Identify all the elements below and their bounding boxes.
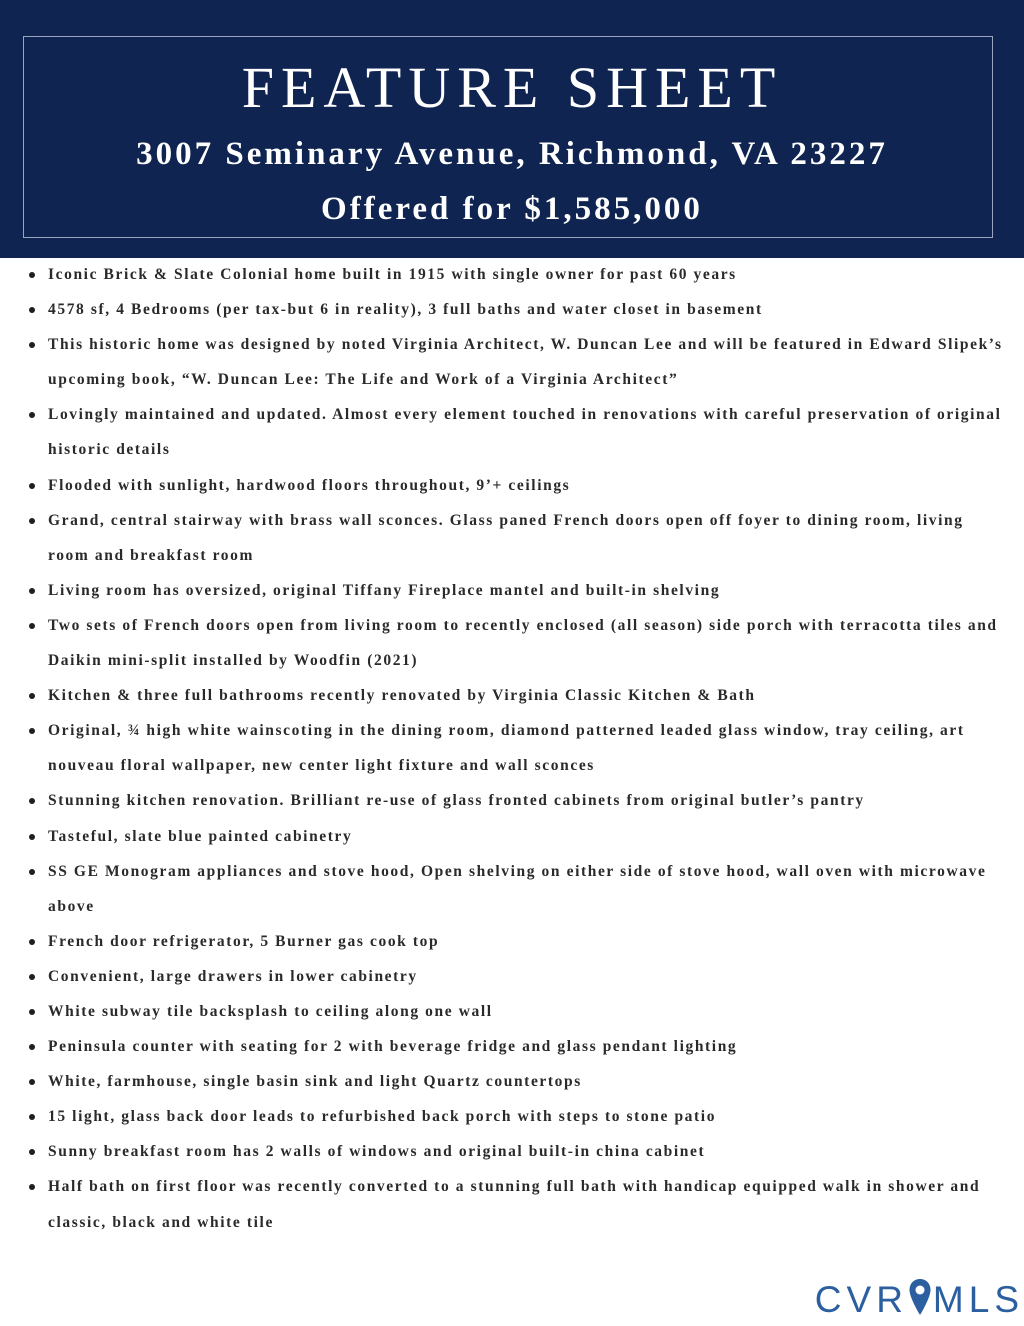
feature-item (0, 1099, 1024, 1134)
bullet-icon (29, 798, 35, 804)
feature-text: French door refrigerator, 5 Burner gas cook top (48, 932, 440, 950)
feature-item (0, 1064, 1024, 1099)
bullet-icon (29, 693, 35, 699)
feature-text: White subway tile backsplash to ceiling along one wall (48, 1002, 493, 1020)
property-address: 3007 Seminary Avenue, Richmond, VA 23227 (136, 136, 888, 172)
feature-item (0, 1029, 1024, 1064)
feature-item (0, 257, 1024, 292)
bullet-icon (29, 483, 35, 489)
feature-text: Original, ¾ high white wainscoting in the dining room, diamond patterned leaded glass window, tray ceiling, art nouveau floral wallpaper, new center light fixture and wall sconces (48, 722, 965, 775)
feature-text: Two sets of French doors open from living room to recently enclosed (all season) side porch with terracotta tiles and Daikin mini-split installed by Woodfin (2021) (48, 616, 998, 670)
feature-item (0, 854, 1024, 924)
feature-item (0, 994, 1024, 1029)
feature-text: Half bath on first floor was recently converted to a stunning full bath with handicap equipped walk in shower and classic, black and white tile (48, 1178, 981, 1231)
feature-item (0, 1134, 1024, 1169)
feature-item (0, 678, 1024, 713)
feature-item (0, 397, 1024, 467)
feature-item (0, 1169, 1024, 1239)
feature-text: White, farmhouse, single basin sink and light Quartz countertops (48, 1073, 582, 1091)
header-banner (0, 0, 1024, 258)
bullet-icon (29, 939, 35, 945)
feature-text: Convenient, large drawers in lower cabinetry (48, 967, 418, 985)
bullet-icon (29, 518, 35, 524)
bullet-icon (29, 1114, 35, 1120)
feature-text: Stunning kitchen renovation. Brilliant re-use of glass fronted cabinets from original butler’s pantry (48, 792, 865, 810)
feature-item (0, 819, 1024, 854)
bullet-icon (29, 1009, 35, 1015)
bullet-icon (29, 1079, 35, 1085)
bullet-icon (29, 869, 35, 875)
feature-list (0, 257, 1024, 1240)
feature-text: 15 light, glass back door leads to refurbished back porch with steps to stone patio (48, 1108, 717, 1126)
feature-text: Tasteful, slate blue painted cabinetry (48, 827, 353, 845)
feature-text: SS GE Monogram appliances and stove hood, Open shelving on either side of stove hood, wall oven with microwave above (48, 862, 987, 915)
bullet-icon (29, 1149, 35, 1155)
bullet-icon (29, 588, 35, 594)
feature-item (0, 327, 1024, 397)
feature-text: Flooded with sunlight, hardwood floors throughout, 9’+ ceilings (48, 476, 571, 494)
offer-price: Offered for $1,585,000 (321, 191, 703, 227)
bullet-icon (29, 728, 35, 734)
bullet-icon (29, 974, 35, 980)
feature-item (0, 292, 1024, 327)
feature-item (0, 608, 1024, 678)
bullet-icon (29, 1044, 35, 1050)
feature-text: Peninsula counter with seating for 2 with beverage fridge and glass pendant lighting (48, 1038, 738, 1056)
bullet-icon (29, 623, 35, 629)
feature-text: Iconic Brick & Slate Colonial home built in 1915 with single owner for past 60 years (48, 266, 737, 283)
map-pin-icon (908, 1278, 932, 1326)
feature-item (0, 713, 1024, 783)
feature-item (0, 468, 1024, 503)
feature-text: Kitchen & three full bathrooms recently renovated by Virginia Classic Kitchen & Bath (48, 687, 756, 705)
bullet-icon (29, 307, 35, 313)
feature-text: Sunny breakfast room has 2 walls of windows and original built-in china cabinet (48, 1143, 706, 1161)
feature-item (0, 573, 1024, 608)
feature-text: Grand, central stairway with brass wall sconces. Glass paned French doors open off foyer to dining room, living room and breakfast room (48, 511, 964, 564)
feature-text: This historic home was designed by noted Virginia Architect, W. Duncan Lee and will be featured in Edward Slipek’s upcoming book, “W. Duncan Lee: The Life and Work of a Virginia Architect” (48, 336, 1003, 389)
feature-text: Lovingly maintained and updated. Almost every element touched in renovations with careful preservation of original historic details (48, 406, 1002, 459)
logo-text-end: MLS (932, 1279, 1024, 1320)
feature-item (0, 503, 1024, 573)
feature-item (0, 924, 1024, 959)
bullet-icon (29, 1184, 35, 1190)
feature-text: 4578 sf, 4 Bedrooms (per tax-but 6 in reality), 3 full baths and water closet in basement (48, 301, 763, 319)
cvrmls-logo (815, 1278, 1024, 1322)
bullet-icon (29, 834, 35, 840)
logo-text-start: CVR (814, 1279, 908, 1320)
feature-item (0, 783, 1024, 818)
page-title: FEATURE SHEET (241, 55, 783, 120)
feature-item (0, 959, 1024, 994)
bullet-icon (29, 342, 35, 348)
bullet-icon (29, 412, 35, 418)
feature-text: Living room has oversized, original Tiffany Fireplace mantel and built-in shelving (48, 581, 721, 599)
bullet-icon (29, 272, 35, 278)
